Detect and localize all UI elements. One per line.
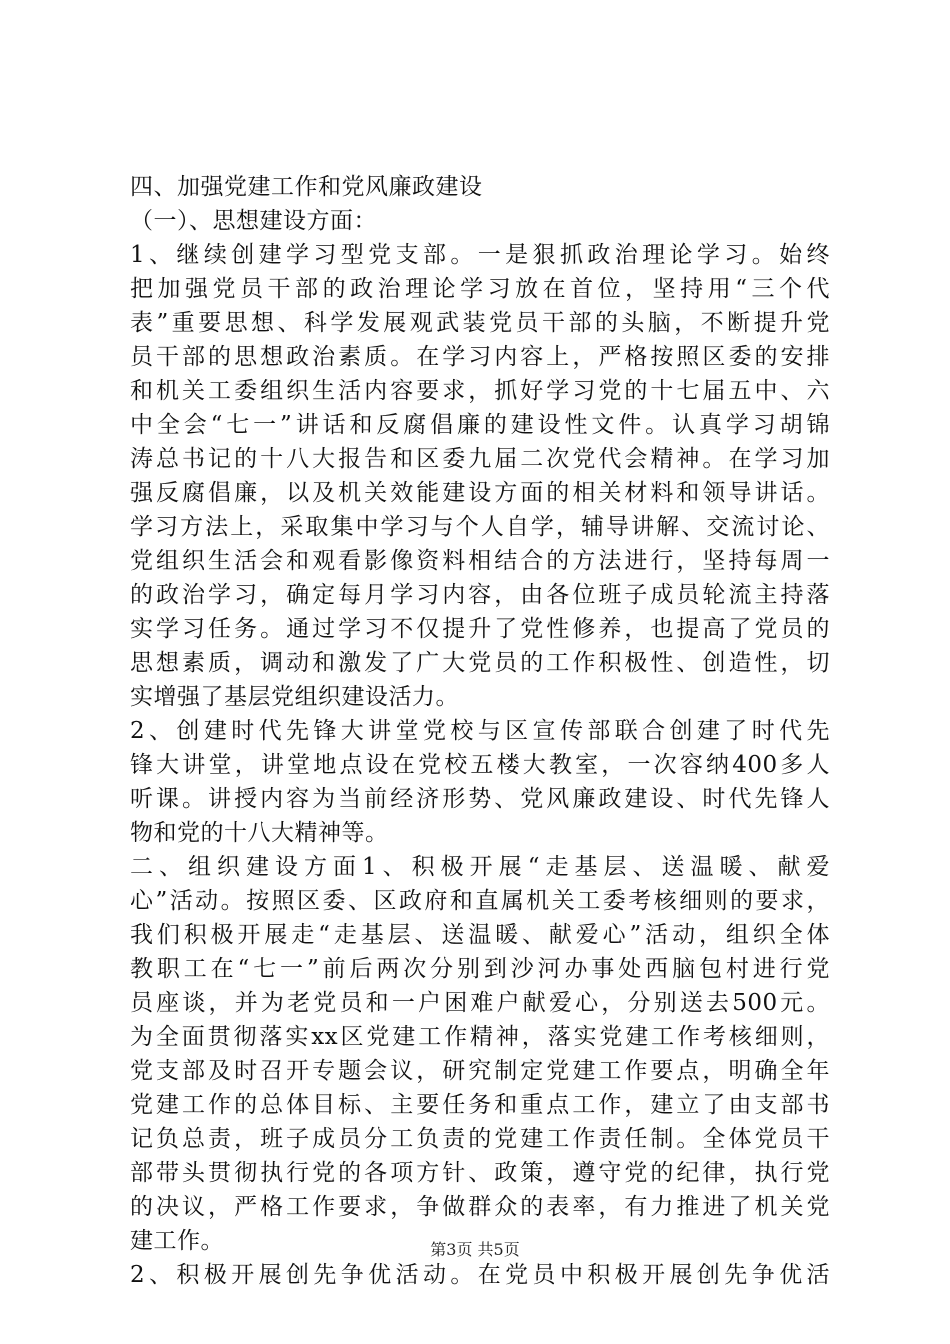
text-line: 党支部及时召开专题会议，研究制定党建工作要点，明确全年 [130,1058,830,1084]
text-line: 的决议，严格工作要求，争做群众的表率，有力推进了机关党 [130,1194,830,1220]
text-line: 我们积极开展走“走基层、送温暖、献爱心”活动，组织全体 [130,922,830,948]
text-line: 实增强了基层党组织建设活力。 [130,684,459,710]
text-line: 的政治学习，确定每月学习内容，由各位班子成员轮流主持落 [130,582,830,608]
text-line: 二、组织建设方面1、积极开展“走基层、送温暖、献爱 [130,854,830,880]
text-line: 建工作。 [130,1228,224,1254]
text-line: 强反腐倡廉，以及机关效能建设方面的相关材料和领导讲话。 [130,480,830,506]
text-line: 和机关工委组织生活内容要求，抓好学习党的十七届五中、六 [130,378,830,404]
text-line: 物和党的十八大精神等。 [130,820,389,846]
text-line: 心”活动。按照区委、区政府和直属机关工委考核细则的要求， [130,888,830,914]
text-line: 中全会“七一”讲话和反腐倡廉的建设性文件。认真学习胡锦 [130,412,830,438]
text-line: 四、加强党建工作和党风廉政建设 [130,174,483,200]
text-line: 为全面贯彻落实xx区党建工作精神，落实党建工作考核细则， [130,1024,830,1050]
text-line: （一）、思想建设方面： [130,208,377,234]
text-line: 把加强党员干部的政治理论学习放在首位，坚持用“三个代 [130,276,830,302]
text-line: 1、继续创建学习型党支部。一是狠抓政治理论学习。始终 [130,242,830,268]
page-footer: 第3页 共5页 [430,1240,520,1259]
text-line: 听课。讲授内容为当前经济形势、党风廉政建设、时代先锋人 [130,786,830,812]
text-line: 党建工作的总体目标、主要任务和重点工作，建立了由支部书 [130,1092,830,1118]
text-line: 表”重要思想、科学发展观武装党员干部的头脑，不断提升党 [130,310,830,336]
text-line: 实学习任务。通过学习不仅提升了党性修养，也提高了党员的 [130,616,830,642]
text-line: 党组织生活会和观看影像资料相结合的方法进行，坚持每周一 [130,548,830,574]
text-line: 锋大讲堂，讲堂地点设在党校五楼大教室，一次容纳400多人 [130,752,830,778]
text-line: 员座谈，并为老党员和一户困难户献爱心，分别送去500元。 [130,990,830,1016]
text-line: 2、积极开展创先争优活动。在党员中积极开展创先争优活 [130,1262,830,1288]
text-line: 学习方法上，采取集中学习与个人自学，辅导讲解、交流讨论、 [130,514,830,540]
text-line: 教职工在“七一”前后两次分别到沙河办事处西脑包村进行党 [130,956,830,982]
text-line: 涛总书记的十八大报告和区委九届二次党代会精神。在学习加 [130,446,830,472]
text-line: 思想素质，调动和激发了广大党员的工作积极性、创造性，切 [130,650,830,676]
text-line: 记负总责，班子成员分工负责的党建工作责任制。全体党员干 [130,1126,830,1152]
text-line: 员干部的思想政治素质。在学习内容上，严格按照区委的安排 [130,344,830,370]
document-body [130,170,830,1292]
text-line: 部带头贯彻执行党的各项方针、政策，遵守党的纪律，执行党 [130,1160,830,1186]
text-line: 2、创建时代先锋大讲堂党校与区宣传部联合创建了时代先 [130,718,830,744]
